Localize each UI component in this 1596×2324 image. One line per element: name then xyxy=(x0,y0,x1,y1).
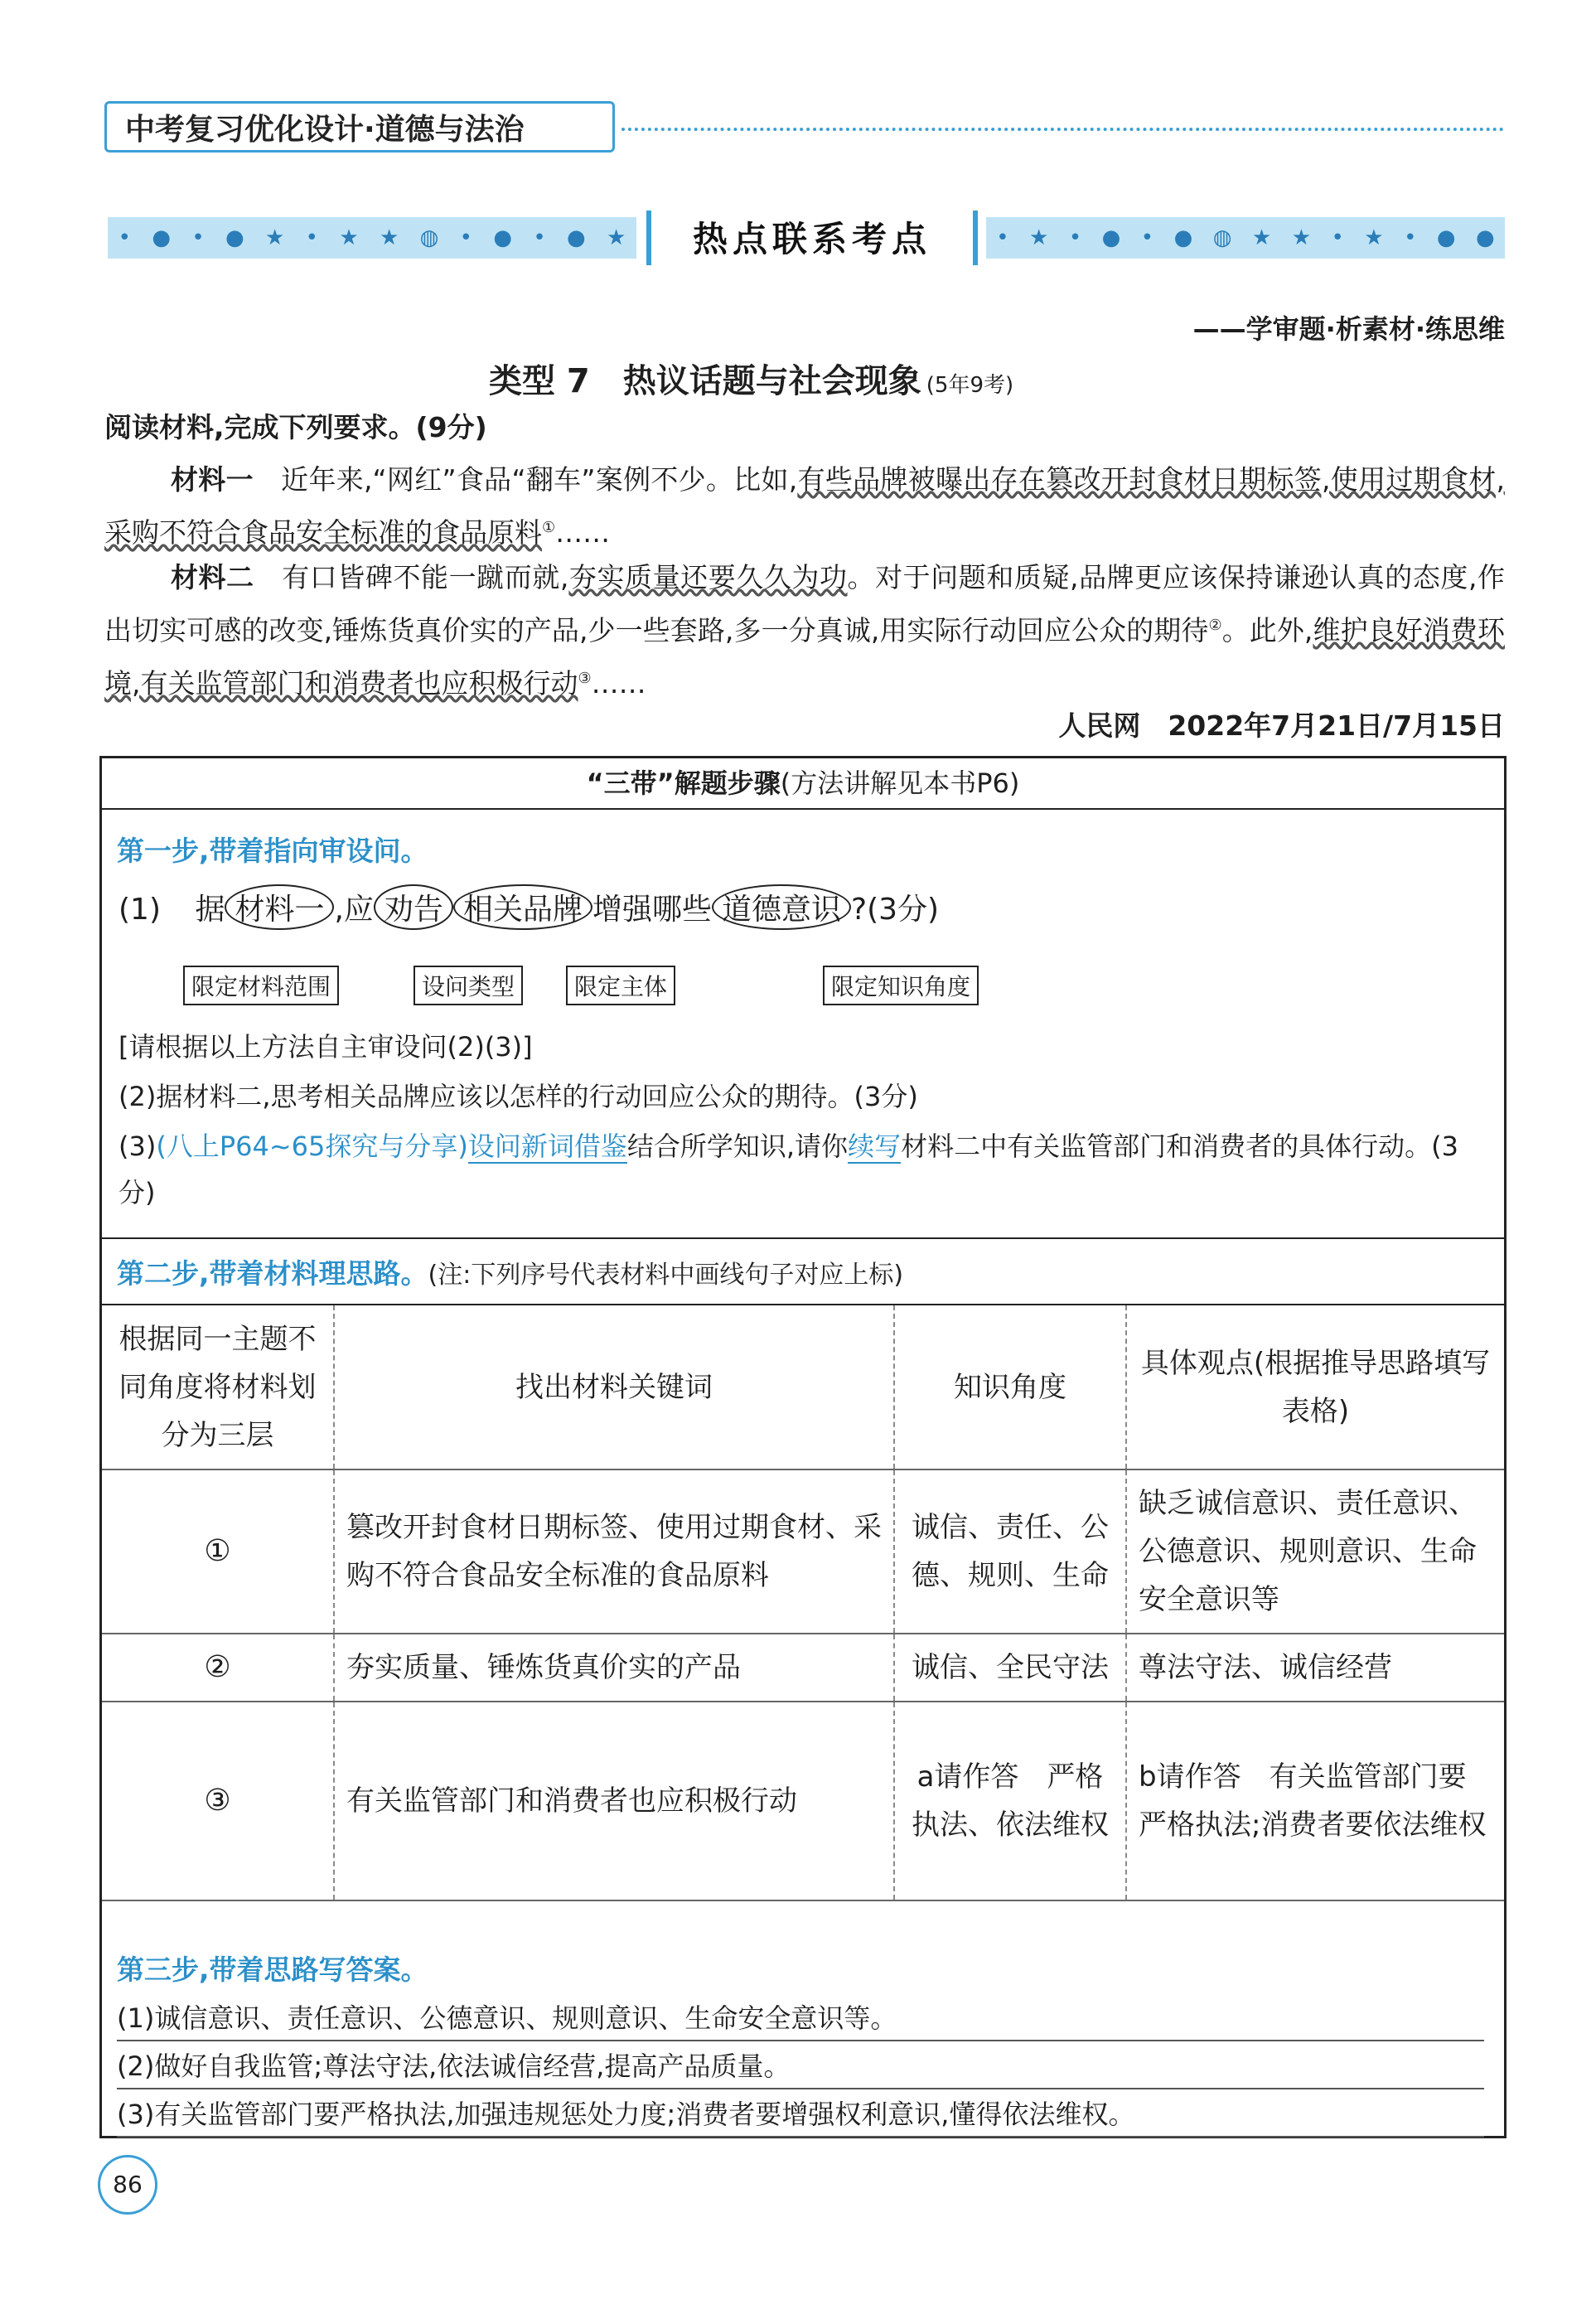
mark-2: ② xyxy=(1208,617,1222,634)
section-banner xyxy=(108,217,1505,259)
oval-advise: 劝告 xyxy=(374,884,453,930)
table-row xyxy=(102,1469,1504,1634)
row-number: ① xyxy=(102,1469,334,1634)
instruction: 阅读材料,完成下列要求。(9分) xyxy=(104,411,487,443)
step-two-heading xyxy=(117,1252,903,1291)
q3-number: (3) xyxy=(118,1131,157,1162)
type-title-main: 类型 7 热议话题与社会现象 xyxy=(489,362,921,400)
table-header-row xyxy=(102,1305,1504,1469)
question-one xyxy=(118,884,1494,1000)
material-two-text-b: 。对于问题和质疑,品牌更应该保持谦逊认真的态度,作出切实可感的改变,锤炼货真价实的产品,少一些套路,多一分真诚,用实际行动回应公众的期待 xyxy=(104,561,1506,646)
row-viewpoint: b请作答 有关监管部门要严格执法;消费者要依法维权 xyxy=(1126,1702,1504,1900)
oval-moral-awareness: 道德意识 xyxy=(712,884,851,930)
solution-steps-box xyxy=(99,756,1507,2138)
material-one-underlined: 有些品牌被曝出存在篡改开封食材日期标签,使用过期食材,采购不符合食品安全标准的食品原料 xyxy=(104,463,1506,549)
q1-pre: 据 xyxy=(195,893,225,927)
row-angle: 诚信、责任、公德、规则、生命 xyxy=(894,1469,1126,1634)
book-header xyxy=(104,101,615,153)
page-number: 86 xyxy=(98,2155,157,2215)
header-viewpoint: 具体观点(根据推导思路填写表格) xyxy=(1126,1305,1504,1469)
book-title: 中考复习优化设计·道德与法治 xyxy=(125,112,525,147)
tag-question-type: 设问类型 xyxy=(414,966,523,1005)
q3-continue: 续写 xyxy=(848,1131,902,1162)
q1-mid: 增强哪些 xyxy=(592,893,712,927)
answer-one: (1)诚信意识、责任意识、公德意识、规则意识、生命安全意识等。 xyxy=(117,1997,1484,2041)
tag-material-scope: 限定材料范围 xyxy=(183,966,339,1005)
box-title xyxy=(102,758,1504,810)
material-one-label: 材料一 xyxy=(171,463,254,496)
tag-subject: 限定主体 xyxy=(566,966,675,1005)
row-keywords: 夯实质量、锤炼货真价实的产品 xyxy=(334,1634,894,1702)
q3-text-a: 结合所学知识,请你 xyxy=(626,1131,849,1162)
row-number: ② xyxy=(102,1634,334,1702)
row-angle: 诚信、全民守法 xyxy=(894,1634,1126,1702)
banner-bar-right xyxy=(973,211,978,265)
material-one xyxy=(104,456,1505,557)
analysis-table xyxy=(102,1305,1504,1901)
material-two-label: 材料二 xyxy=(171,561,254,593)
answer-three: (3)有关监管部门要严格执法,加强违规惩处力度;消费者要增强权利意识,懂得依法维权。 xyxy=(117,2093,1484,2138)
material-two-underline-2: 维护良好消费环境,有关监管部门和消费者也应积极行动 xyxy=(104,614,1505,700)
q1-sep: ,应 xyxy=(334,893,374,927)
row-angle: a请作答 严格执法、依法维权 xyxy=(894,1702,1126,1900)
tag-knowledge-angle: 限定知识角度 xyxy=(823,966,979,1005)
material-one-ellipsis: …… xyxy=(555,516,611,549)
table-row xyxy=(102,1634,1504,1702)
table-row xyxy=(102,1702,1504,1900)
type-title xyxy=(489,355,1013,402)
material-one-text: 近年来,“网红”食品“翻车”案例不少。比如, xyxy=(281,463,798,496)
question-three xyxy=(118,1123,1494,1216)
step-one-heading: 第一步,带着指向审设问。 xyxy=(117,835,428,867)
banner-bar-left xyxy=(646,211,651,265)
oval-material-one: 材料一 xyxy=(225,884,334,930)
step-two-note: (注:下列序号代表材料中画线句子对应上标) xyxy=(428,1261,904,1290)
row-number: ③ xyxy=(102,1702,334,1900)
box-title-main: “三带”解题步骤 xyxy=(586,767,781,799)
banner-title: 热点联系考点 xyxy=(692,219,931,259)
step-three-heading: 第三步,带着思路写答案。 xyxy=(117,1954,428,1986)
oval-brands: 相关品牌 xyxy=(453,884,592,930)
question-two: (2)据材料二,思考相关品牌应该以怎样的行动回应公众的期待。(3分) xyxy=(118,1081,918,1112)
material-two-underline-1: 夯实质量还要久久为功 xyxy=(568,561,848,593)
self-hint: [请根据以上方法自主审设问(2)(3)] xyxy=(118,1031,533,1063)
row-keywords: 篡改开封食材日期标签、使用过期食材、采购不符合食品安全标准的食品原料 xyxy=(334,1469,894,1634)
q3-text-b: 材料二中有关监管部门和消费者的具体行动。(3分) xyxy=(118,1131,1458,1208)
row-keywords: 有关监管部门和消费者也应积极行动 xyxy=(334,1702,894,1900)
type-title-note: (5年9考) xyxy=(926,373,1014,398)
material-two-text-a: 有口皆碑不能一蹴而就, xyxy=(282,561,569,593)
row-viewpoint: 尊法守法、诚信经营 xyxy=(1126,1634,1504,1702)
row-viewpoint: 缺乏诚信意识、责任意识、公德意识、规则意识、生命安全意识等 xyxy=(1126,1469,1504,1634)
motto: ——学审题·析素材·练思维 xyxy=(1192,313,1505,345)
q1-number: (1) xyxy=(118,893,161,927)
q3-reference: (八上P64~65探究与分享) xyxy=(156,1131,468,1162)
banner-decoration-left: • ● • ● ★ • ★ ★ ◍ • ● • ● ★ xyxy=(108,217,636,259)
material-two-ellipsis: …… xyxy=(591,667,646,700)
q3-new-term: 设问新词借鉴 xyxy=(467,1131,627,1162)
q1-post: ?(3分) xyxy=(851,893,940,927)
box-title-note: (方法讲解见本书P6) xyxy=(780,767,1020,799)
source-line: 人民网 2022年7月21日/7月15日 xyxy=(1058,709,1505,742)
banner-decoration-right: • ★ • ● • ● ◍ ★ ★ • ★ • ● ● xyxy=(986,217,1505,259)
mark-3: ③ xyxy=(578,670,592,687)
divider-step2 xyxy=(102,1237,1504,1239)
answer-two: (2)做好自我监管;尊法守法,依法诚信经营,提高产品质量。 xyxy=(117,2045,1484,2089)
header-layers: 根据同一主题不同角度将材料划分为三层 xyxy=(102,1305,334,1469)
step-two-title: 第二步,带着材料理思路。 xyxy=(117,1257,428,1290)
material-two xyxy=(104,554,1505,708)
material-two-text-c: 。此外, xyxy=(1221,614,1313,646)
mark-1: ① xyxy=(542,519,556,536)
header-angle: 知识角度 xyxy=(894,1305,1126,1469)
header-keywords: 找出材料关键词 xyxy=(334,1305,894,1469)
header-dotted-rule xyxy=(621,128,1504,131)
